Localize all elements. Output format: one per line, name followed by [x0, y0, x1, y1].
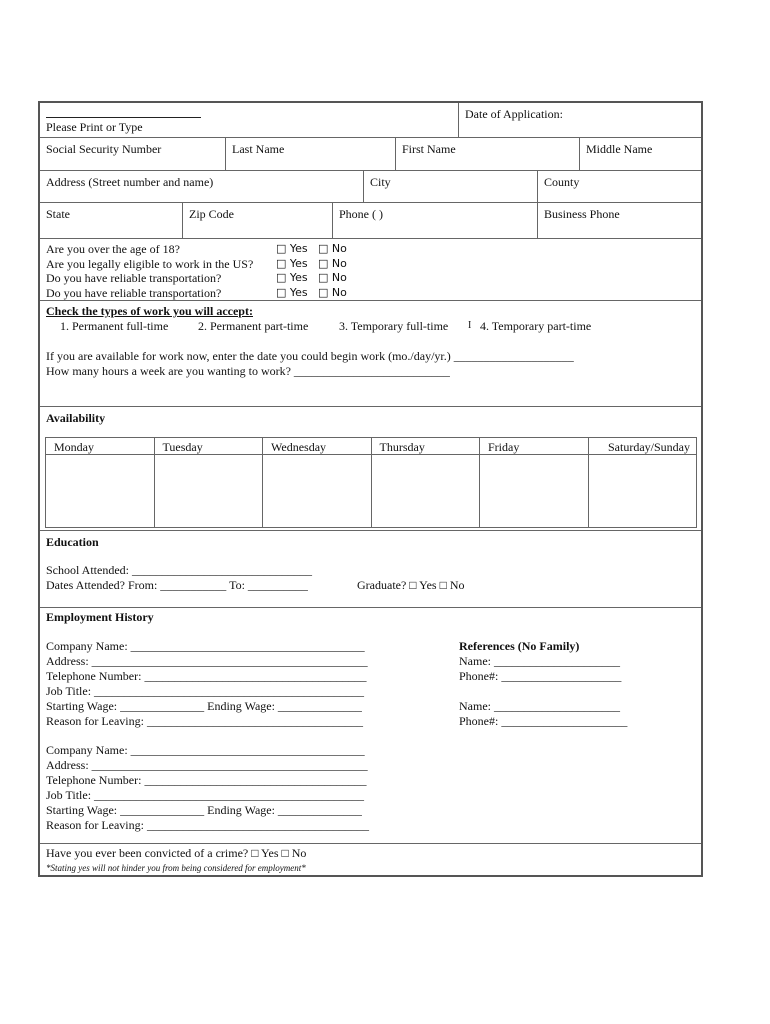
availability-friday[interactable] — [480, 438, 589, 527]
question-1-yes[interactable]: □ Yes — [276, 242, 308, 255]
day-label: Wednesday — [271, 440, 327, 454]
education-heading: Education — [46, 535, 99, 549]
question-4-no[interactable]: □ No — [318, 286, 347, 299]
crime-section — [40, 844, 701, 877]
work-types-heading: Check the types of work you will accept: — [46, 304, 253, 318]
reference-1-phone[interactable]: Phone#: ____________________ — [459, 669, 622, 683]
graduate-choice[interactable]: Graduate? □ Yes □ No — [357, 578, 465, 592]
zip-label: Zip Code — [189, 207, 234, 221]
dates-attended-field[interactable]: Dates Attended? From: ___________ To: __________ — [46, 578, 308, 592]
address-row — [40, 171, 701, 203]
availability-tuesday[interactable] — [155, 438, 264, 527]
question-2-yes[interactable]: □ Yes — [276, 257, 308, 270]
emp1-reason[interactable]: Reason for Leaving: ____________________________________ — [46, 714, 363, 728]
work-option-3[interactable]: 3. Temporary full-time — [339, 319, 449, 333]
zip-field[interactable] — [183, 203, 333, 238]
question-1-no[interactable]: □ No — [318, 242, 347, 255]
last-name-label: Last Name — [232, 142, 285, 156]
availability-weekend[interactable] — [589, 438, 697, 527]
state-label: State — [46, 207, 70, 221]
start-date-prompt[interactable]: If you are available for work now, enter the date you could begin work (mo./day/yr.) ____________________ — [46, 349, 574, 363]
phone-label: Phone ( ) — [339, 207, 383, 221]
availability-table — [45, 437, 697, 528]
hours-prompt[interactable]: How many hours a week are you wanting to work? __________________________ — [46, 364, 450, 378]
work-types-section — [40, 301, 701, 407]
question-3: Do you have reliable transportation? — [46, 271, 222, 285]
question-1: Are you over the age of 18? — [46, 242, 180, 256]
day-label: Saturday/Sunday — [608, 440, 690, 454]
date-label: Date of Application: — [465, 107, 563, 121]
day-label: Monday — [54, 440, 94, 454]
county-label: County — [544, 175, 580, 189]
emp2-job-title[interactable]: Job Title: _____________________________________________ — [46, 788, 365, 802]
reference-2-phone[interactable]: Phone#: _____________________ — [459, 714, 628, 728]
employment-heading: Employment History — [46, 610, 154, 624]
city-label: City — [370, 175, 391, 189]
education-section — [40, 531, 701, 608]
availability-monday[interactable] — [46, 438, 155, 527]
emp1-wages[interactable]: Starting Wage: ______________ Ending Wage: ______________ — [46, 699, 362, 713]
print-label: Please Print or Type — [46, 120, 143, 134]
emp1-job-title[interactable]: Job Title: _____________________________________________ — [46, 684, 365, 698]
county-field[interactable] — [538, 171, 703, 202]
name-row — [40, 138, 701, 171]
crime-question[interactable]: Have you ever been convicted of a crime? □ Yes □ No — [46, 846, 307, 860]
business-phone-label: Business Phone — [544, 207, 620, 221]
first-name-label: First Name — [402, 142, 456, 156]
emp2-company[interactable]: Company Name: _______________________________________ — [46, 743, 365, 757]
question-4-yes[interactable]: □ Yes — [276, 286, 308, 299]
references-heading: References (No Family) — [459, 639, 580, 653]
emp2-address[interactable]: Address: ______________________________________________ — [46, 758, 368, 772]
print-signature-line — [46, 117, 201, 118]
work-option-2[interactable]: 2. Permanent part-time — [198, 319, 309, 333]
work-option-4[interactable]: 4. Temporary part-time — [480, 319, 592, 333]
emp1-company[interactable]: Company Name: _______________________________________ — [46, 639, 365, 653]
print-cell[interactable] — [40, 103, 459, 137]
availability-wednesday[interactable] — [263, 438, 372, 527]
day-label: Friday — [488, 440, 520, 454]
employment-section — [40, 608, 701, 844]
state-field[interactable] — [40, 203, 183, 238]
middle-name-label: Middle Name — [586, 142, 653, 156]
ssn-field[interactable] — [40, 138, 226, 170]
reference-1-name[interactable]: Name: _____________________ — [459, 654, 620, 668]
question-2-no[interactable]: □ No — [318, 257, 347, 270]
last-name-field[interactable] — [226, 138, 396, 170]
crime-note: *Stating yes will not hinder you from being considered for employment* — [46, 863, 306, 873]
emp1-address[interactable]: Address: ______________________________________________ — [46, 654, 368, 668]
header-row — [40, 103, 701, 138]
application-form — [38, 101, 703, 877]
work-option-separator: I — [468, 320, 472, 331]
question-2: Are you legally eligible to work in the US? — [46, 257, 254, 271]
emp2-reason[interactable]: Reason for Leaving: _____________________________________ — [46, 818, 369, 832]
availability-heading: Availability — [46, 411, 106, 425]
middle-name-field[interactable] — [580, 138, 703, 170]
emp1-telephone[interactable]: Telephone Number: _____________________________________ — [46, 669, 367, 683]
first-name-field[interactable] — [396, 138, 580, 170]
day-label: Thursday — [379, 440, 425, 454]
school-attended-field[interactable]: School Attended: ______________________________ — [46, 563, 312, 577]
availability-thursday[interactable] — [372, 438, 481, 527]
address-field[interactable] — [40, 171, 364, 202]
business-phone-field[interactable] — [538, 203, 703, 238]
phone-field[interactable] — [333, 203, 538, 238]
date-of-application-field[interactable] — [459, 103, 703, 137]
state-row — [40, 203, 701, 239]
question-4: Do you have reliable transportation? — [46, 286, 222, 300]
day-label: Tuesday — [162, 440, 203, 454]
availability-section — [40, 407, 701, 531]
address-label: Address (Street number and name) — [46, 175, 214, 189]
reference-2-name[interactable]: Name: _____________________ — [459, 699, 620, 713]
city-field[interactable] — [364, 171, 538, 202]
ssn-label: Social Security Number — [46, 142, 162, 156]
question-3-yes[interactable]: □ Yes — [276, 271, 308, 284]
questions-section — [40, 239, 701, 301]
emp2-telephone[interactable]: Telephone Number: _____________________________________ — [46, 773, 367, 787]
emp2-wages[interactable]: Starting Wage: ______________ Ending Wage: ______________ — [46, 803, 362, 817]
work-option-1[interactable]: 1. Permanent full-time — [60, 319, 169, 333]
question-3-no[interactable]: □ No — [318, 271, 347, 284]
